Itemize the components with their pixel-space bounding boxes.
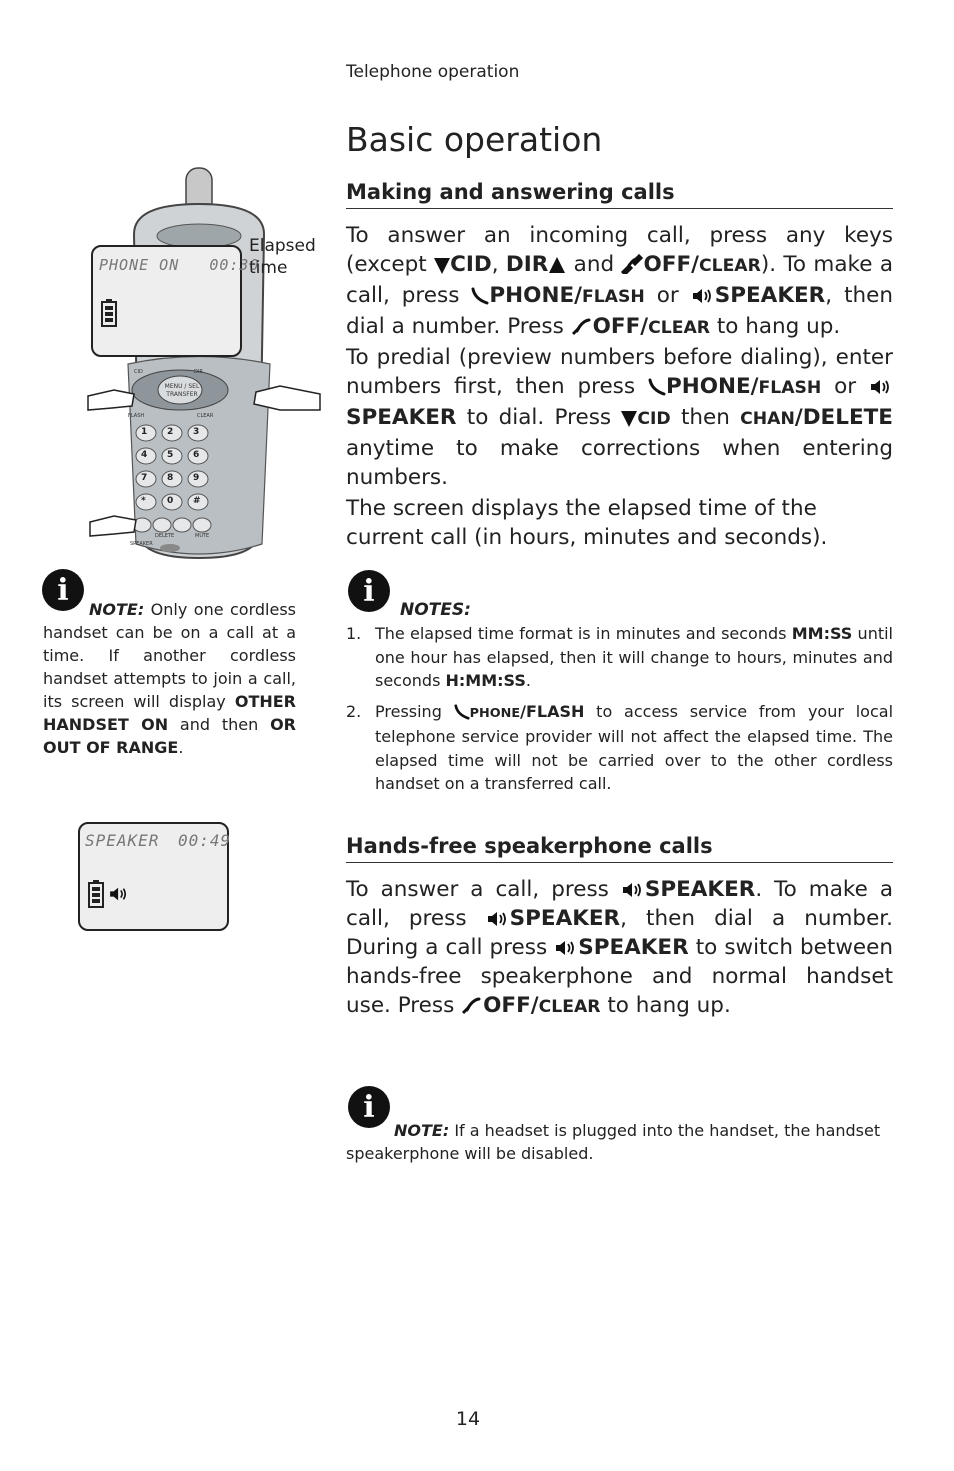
lcd-status-text: PHONE ON 00:30 (99, 256, 260, 274)
key-0: 0 (167, 496, 174, 506)
menu-sel-label: MENU / SEL (164, 383, 200, 390)
phone-handset-icon (648, 378, 666, 396)
making-calls-heading: Making and answering calls (346, 180, 893, 209)
down-arrow-icon (434, 256, 450, 274)
key-2: 2 (167, 427, 174, 437)
key-8: 8 (167, 473, 174, 483)
down-arrow-icon (621, 409, 637, 427)
left-note: NOTE: Only one cordless handset can be on a call at a time. If another cordless handset attempts to join a call, its screen will display OTHER HANDSET ON and then OR OUT OF RANGE. (43, 600, 296, 757)
delete-label: DELETE (155, 533, 175, 539)
info-icon: i (42, 569, 84, 611)
speaker-icon (691, 287, 715, 305)
clear-label: CLEAR (197, 413, 214, 419)
notes-list (346, 622, 893, 803)
flash-label: FLASH (128, 413, 145, 419)
speaker-icon (108, 886, 130, 902)
handsfree-heading: Hands-free speakerphone calls (346, 834, 893, 863)
making-calls-paragraph-3: The screen displays the elapsed time of the current call (in hours, minutes and seconds). (346, 496, 828, 550)
section-header: Telephone operation (346, 62, 520, 82)
off-handset-icon (621, 254, 643, 274)
key-5: 5 (167, 450, 174, 460)
lcd-speaker-label: SPEAKER (85, 831, 160, 850)
key-1: 1 (141, 427, 148, 437)
cordless-handset-illustration (84, 164, 324, 564)
elapsed-time-callout: Elapsed time (249, 236, 316, 278)
page-title: Basic operation (346, 120, 603, 159)
key-6: 6 (193, 450, 200, 460)
key-9: 9 (193, 473, 200, 483)
speaker-icon (554, 939, 578, 957)
speaker-label: SPEAKER (130, 541, 153, 547)
handset-drawing (84, 164, 324, 564)
mute-label: MUTE (195, 533, 210, 539)
handsfree-paragraph: To answer a call, press SPEAKER. To make a call, press SPEAKER, then dial a number. During a call press SPEAKER to switch between hands-free speakerphone and normal handset use. Press OFF/CLEAR to hang up. (346, 877, 893, 1018)
key-3: 3 (193, 427, 200, 437)
up-arrow-icon (548, 256, 566, 274)
making-calls-paragraph-1: To answer an incoming call, press any keys (except CID, DIR and OFF/CLEAR). To make a call, press PHONE/FLASH or SPEAKER, then dial a number. Press OFF/CLEAR to hang up. (346, 223, 893, 339)
key-4: 4 (141, 450, 148, 460)
page-number: 14 (455, 1408, 481, 1430)
phone-handset-icon (471, 287, 489, 305)
speaker-icon (869, 378, 893, 396)
speaker-icon (486, 910, 510, 928)
key-star: * (141, 496, 146, 506)
cid-label: CID (134, 369, 143, 375)
phone-handset-icon (454, 704, 470, 720)
key-7: 7 (141, 473, 148, 483)
notes-label: NOTES: (400, 600, 471, 620)
battery-icon (101, 299, 117, 327)
info-icon: i (348, 1086, 390, 1128)
transfer-label: TRANSFER (166, 391, 198, 398)
headset-note: NOTE: If a headset is plugged into the handset, the handset speakerphone will be disabled. (346, 1121, 881, 1163)
off-handset-icon (571, 316, 593, 336)
list-item: 1. The elapsed time format is in minutes and seconds MM:SS until one hour has elapsed, then it will change to hours, minutes and seconds H:MM:SS. (346, 624, 894, 690)
dir-label: DIR (194, 369, 203, 375)
speaker-lcd-screen (78, 822, 232, 931)
speaker-icon (621, 881, 645, 899)
info-icon: i (348, 570, 390, 612)
off-handset-icon (461, 995, 483, 1015)
making-calls-paragraph-2: To predial (preview numbers before dialing), enter numbers first, then press PHONE/FLASH or SPEAKER to dial. Press CID then CHAN/DELETE anytime to make corrections when entering numbers. (346, 345, 893, 490)
list-item: 2. Pressing PHONE/FLASH to access service from your local telephone service provider will not affect the elapsed time. The elapsed time will not be carried over to the other cordless handset on a transferred call. (346, 701, 894, 793)
key-hash: # (193, 496, 201, 506)
lcd-speaker-time: 00:49 (178, 831, 232, 850)
battery-icon (88, 880, 104, 908)
handset-lcd-screen (91, 245, 260, 357)
